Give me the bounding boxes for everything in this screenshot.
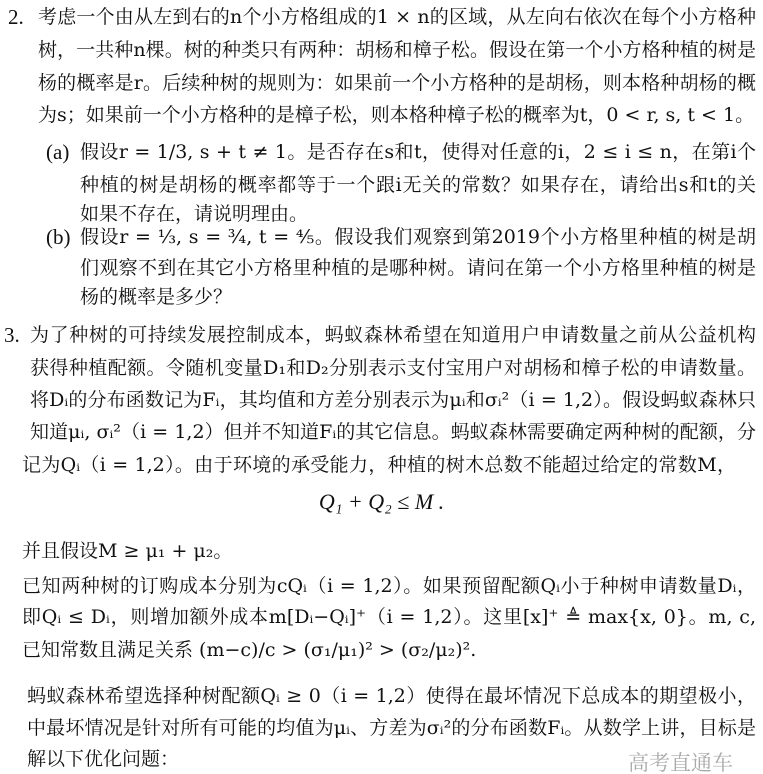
problem-text-line: 为了种树的可持续发展控制成本，蚂蚁森林希望在知道用户申请数量之前从公益机构 <box>30 324 756 346</box>
problem-number: 2. <box>8 5 24 29</box>
problem-text-line: 为s；如果前一个小方格种的是樟子松，则本格种樟子松的概率为t，0 < r, s, t < 1。 <box>38 104 755 126</box>
part-text-line: 如果不存在，请说明理由。 <box>80 203 309 225</box>
part-text-line: 假设r = 1/3, s + t ≠ 1。是否存在s和t，使得对任意的i，2 ≤ i ≤ n，在第i个 <box>80 141 756 163</box>
watermark: 高考直通车 <box>628 751 733 774</box>
goal-text-line: 解以下优化问题： <box>27 748 180 770</box>
problem-text-line: 记为Qᵢ（i = 1,2）。由于环境的承受能力，种植的树木总数不能超过给定的常数M， <box>22 454 736 476</box>
part-text-line: 们观察不到在其它小方格里种植的是哪种树。请问在第一个小方格里种植的树是 <box>80 257 756 279</box>
problem-number: 3. <box>4 323 20 347</box>
part-label: (b) <box>46 225 71 249</box>
assumption-text: 并且假设M ≥ μ₁ + μ₂。 <box>22 540 233 562</box>
part-text-line: 杨的概率是多少？ <box>80 286 233 308</box>
part-text-line: 种植的树是胡杨的概率都等于一个跟i无关的常数？如果存在，请给出s和t的关 <box>80 174 756 196</box>
goal-text-line: 蚂蚁森林希望选择种树配额Qᵢ ≥ 0（i = 1,2）使得在最坏情况下总成本的期望极小， <box>27 685 756 707</box>
problem-text-line: 树，一共种n棵。树的种类只有两种：胡杨和樟子松。假设在第一个小方格种植的树是 <box>38 39 756 61</box>
part-text-line: 假设r = ⅓, s = ¾, t = ⅘。假设我们观察到第2019个小方格里种植的树是胡 <box>80 226 756 248</box>
part-label: (a) <box>46 140 70 164</box>
goal-text-line: 中最坏情况是针对所有可能的均值为μᵢ、方差为σᵢ²的分布函数Fᵢ。从数学上讲，目标是 <box>27 717 756 739</box>
problem-text-line: 考虑一个由从左到右的n个小方格组成的1 × n的区域，从左向右依次在每个小方格种 <box>38 6 756 28</box>
cost-text-line: 已知两种树的订购成本分别为cQᵢ（i = 1,2）。如果预留配额Qᵢ小于种树申请数量Dᵢ， <box>22 575 756 597</box>
problem-text-line: 将Dᵢ的分布函数记为Fᵢ，其均值和方差分别表示为μᵢ和σᵢ²（i = 1,2）。假设蚂蚁森林只 <box>30 389 756 411</box>
problem-text-line: 杨的概率是r。后续种树的规则为：如果前一个小方格种的是胡杨，则本格种胡杨的概 <box>38 72 756 94</box>
problem-text-line: 知道μᵢ, σᵢ²（i = 1,2）但并不知道Fᵢ的其它信息。蚂蚁森林需要确定两种树的配额，分 <box>30 421 756 443</box>
problem-text-line: 获得种植配额。令随机变量D₁和D₂分别表示支付宝用户对胡杨和樟子松的申请数量。 <box>30 357 756 379</box>
cost-text-line: 即Qᵢ ≤ Dᵢ，则增加额外成本m[Dᵢ−Qᵢ]⁺（i = 1,2）。这里[x]⁺ ≜ max{x, 0}。m, c, <box>22 606 756 628</box>
constraint-formula: Q₁ + Q₂ ≤ M . <box>318 489 445 514</box>
cost-text-line: 已知常数且满足关系 (m−c)/c > (σ₁/μ₁)² > (σ₂/μ₂)². <box>22 639 477 661</box>
